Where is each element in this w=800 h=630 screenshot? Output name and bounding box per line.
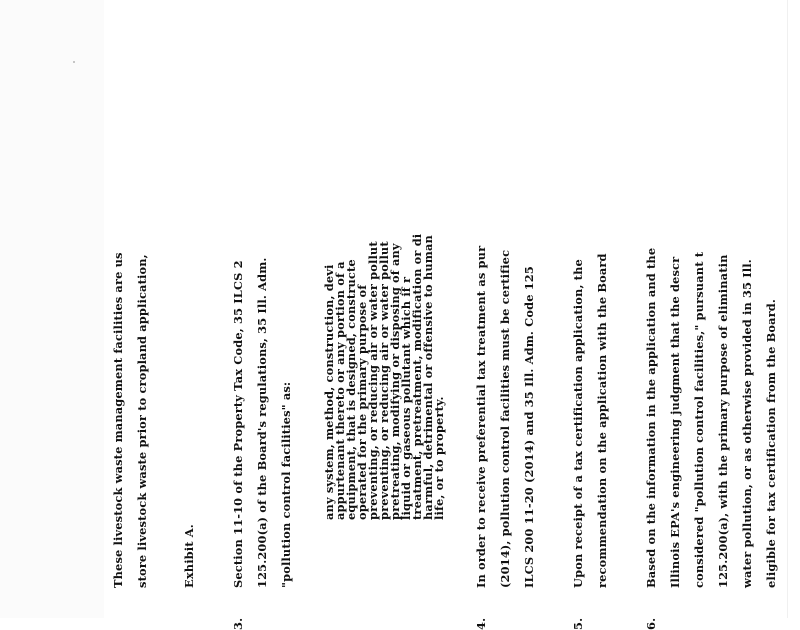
item-number: 5. [571, 617, 585, 630]
quote-line: pretreating, modifying or disposing of any [388, 243, 402, 520]
item-number: 4. [474, 617, 488, 630]
text-line: store livestock waste prior to cropland application, [135, 254, 149, 588]
quote-line: equipment, that is designed, constructe [344, 259, 358, 520]
text-line: considered "pollution control facilities," pursuant t [692, 251, 706, 588]
quote-line: operated for the primary purpose of [355, 284, 369, 520]
quote-line: appurtenant thereto or any portion of a [333, 261, 347, 520]
text-line: 125.200(a), with the primary purpose of eliminatin [716, 254, 730, 588]
quote-line: preventing, or reducing air or water pollut [366, 241, 380, 520]
text-line: recommendation on the application with the Board [595, 253, 609, 588]
text-line: ILCS 200 11-20 (2014) and 35 Ill. Adm. Code 125 [522, 266, 536, 588]
quote-line: life, or to property. [432, 396, 446, 520]
quote-line: any system, method, construction, devi [322, 264, 336, 520]
text-line: "pollution control facilities" as: [279, 381, 293, 588]
document-page [104, 0, 800, 630]
text-line: Based on the information in the application and the [644, 247, 658, 588]
text-line: These livestock waste management facilities are us [111, 252, 125, 588]
text-line: (2014), pollution control facilities must be certifiec [498, 249, 512, 588]
quote-line: preventing, or reducing air or water pollut [377, 241, 391, 520]
quote-line: liquid or gaseous pollutant which if r [399, 276, 413, 520]
left-margin-band [0, 0, 104, 618]
rotated-page [104, 0, 800, 630]
text-line: Section 11-10 of the Property Tax Code, 35 ILCS 2 [231, 260, 245, 588]
item-number: 6. [644, 617, 658, 630]
text-line: Upon receipt of a tax certification application, the [571, 259, 585, 588]
text-line: Exhibit A. [182, 524, 196, 588]
quote-line: harmful, detrimental or offensive to human [421, 235, 435, 520]
text-line: Illinois EPA's engineering judgment that the descr [668, 256, 682, 588]
text-line: 125.200(a) of the Board's regulations, 35 Ill. Adm. [255, 257, 269, 588]
text-line: eligible for tax certification from the Board. [764, 298, 778, 588]
item-number: 3. [231, 617, 245, 630]
quote-line: treatment, pretreatment, modification or di [410, 233, 424, 520]
text-line: In order to receive preferential tax treatment as pur [474, 245, 488, 588]
text-line: water pollution, or as otherwise provided in 35 Ill. [740, 259, 754, 588]
scan-speck [73, 61, 75, 63]
